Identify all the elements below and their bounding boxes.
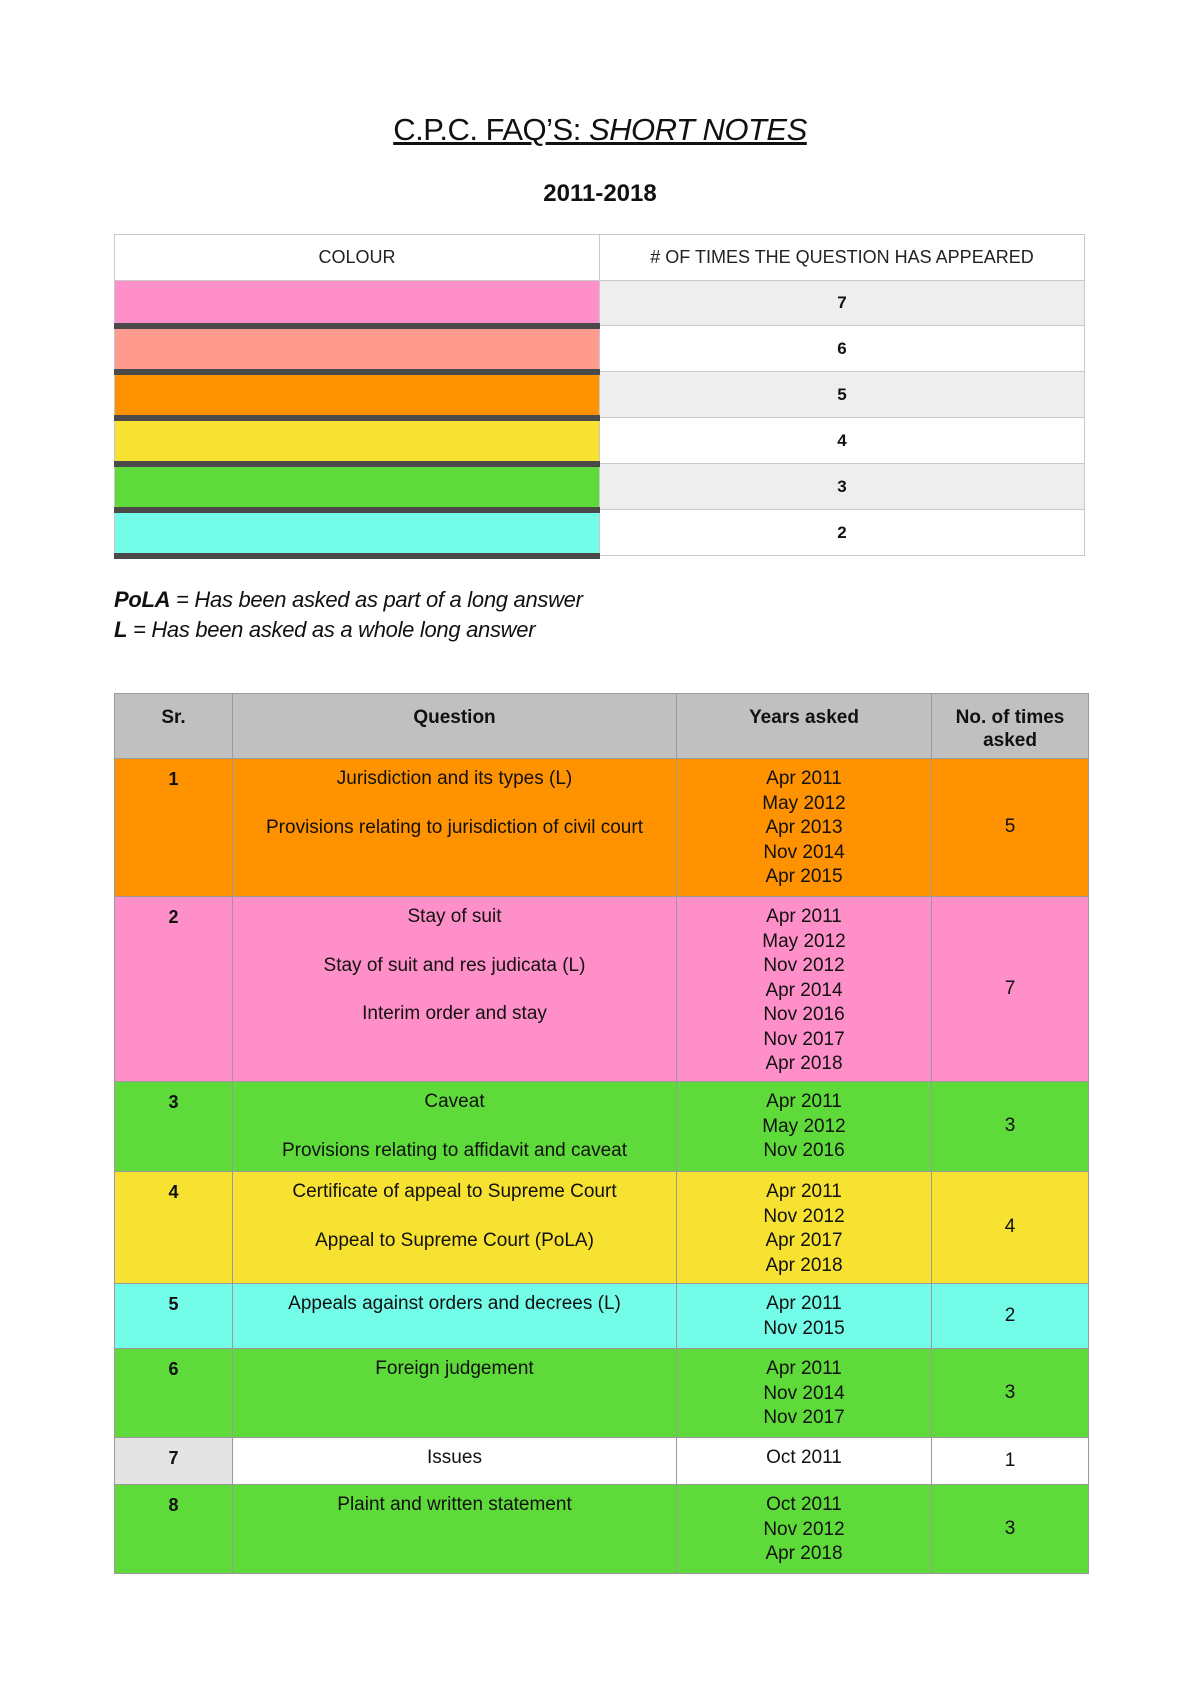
header-question: Question (233, 694, 677, 759)
legend-count: 4 (600, 418, 1085, 464)
legend-count: 7 (600, 281, 1085, 326)
cell-sr: 2 (115, 897, 233, 1082)
table-row (115, 1485, 1089, 1574)
cell-sr: 4 (115, 1172, 233, 1284)
header-sr: Sr. (115, 694, 233, 759)
cell-sr: 8 (115, 1485, 233, 1574)
legend-count: 2 (600, 510, 1085, 556)
cell-years (677, 1485, 932, 1574)
cell-question (233, 1438, 677, 1485)
title-main: C.P.C. FAQ’S: (393, 112, 581, 147)
years-range: 2011-2018 (543, 180, 657, 207)
cell-times: 3 (932, 1485, 1089, 1574)
year-entry: Nov 2012 (763, 1518, 845, 1540)
year-entry: Nov 2012 (763, 1205, 845, 1227)
note-pola: PoLA = Has been asked as part of a long answer (114, 587, 583, 612)
year-entry: Apr 2011 (766, 1091, 842, 1112)
year-entry: Apr 2018 (765, 1053, 843, 1074)
year-entry: May 2012 (762, 930, 846, 952)
cell-years (677, 1284, 932, 1349)
table-row (115, 1284, 1089, 1349)
cell-question (233, 1485, 677, 1574)
cell-years (677, 1438, 932, 1485)
cell-question (233, 897, 677, 1082)
cell-years (677, 1082, 932, 1172)
colour-legend-table (114, 234, 1085, 559)
cell-times: 2 (932, 1284, 1089, 1349)
questions-table (114, 693, 1089, 1574)
year-entry: Nov 2016 (763, 1004, 845, 1025)
legend-row (115, 281, 1085, 326)
colour-swatch (115, 510, 600, 556)
year-entry: Apr 2017 (765, 1230, 843, 1251)
cell-times: 7 (932, 897, 1089, 1082)
legend-count: 5 (600, 372, 1085, 418)
page-title (0, 112, 1200, 148)
year-entry: May 2012 (762, 1115, 846, 1137)
year-entry: Apr 2014 (765, 979, 843, 1001)
cell-years (677, 1349, 932, 1438)
question-text: Stay of suit (407, 906, 502, 927)
legend-row (115, 326, 1085, 372)
cell-question (233, 759, 677, 897)
legend-header-colour: COLOUR (115, 235, 600, 281)
question-text: Certificate of appeal to Supreme Court (292, 1181, 617, 1202)
cell-sr: 6 (115, 1349, 233, 1438)
colour-swatch (115, 418, 600, 464)
year-entry: Apr 2011 (766, 768, 842, 789)
colour-swatch (115, 326, 600, 372)
year-entry: Nov 2014 (763, 1382, 845, 1404)
table-row (115, 1349, 1089, 1438)
table-row (115, 1082, 1089, 1172)
year-entry: Apr 2011 (766, 1358, 842, 1379)
question-text: Provisions relating to jurisdiction of civil court (266, 816, 643, 838)
cell-sr: 3 (115, 1082, 233, 1172)
legend-row (115, 464, 1085, 510)
table-row (115, 1172, 1089, 1284)
year-entry: Apr 2018 (765, 1254, 843, 1276)
legend-header-count: # OF TIMES THE QUESTION HAS APPEARED (600, 235, 1085, 281)
year-entry: Nov 2014 (763, 841, 845, 863)
cell-question (233, 1172, 677, 1284)
table-row (115, 897, 1089, 1082)
cell-times: 4 (932, 1172, 1089, 1284)
legend-count: 3 (600, 464, 1085, 510)
cell-times: 1 (932, 1438, 1089, 1485)
question-text: Caveat (424, 1091, 485, 1112)
year-entry: Apr 2011 (766, 906, 842, 927)
question-text: Issues (427, 1447, 482, 1468)
cell-question (233, 1082, 677, 1172)
colour-swatch (115, 281, 600, 326)
year-entry: Oct 2011 (766, 1494, 842, 1515)
legend-notes (114, 585, 583, 645)
year-entry: Apr 2018 (765, 1543, 843, 1564)
cell-sr: 5 (115, 1284, 233, 1349)
year-entry: Apr 2011 (766, 1181, 842, 1202)
title-sub: SHORT NOTES (588, 112, 807, 147)
cell-sr: 1 (115, 759, 233, 897)
year-entry: Nov 2017 (763, 1028, 845, 1050)
legend-row (115, 510, 1085, 556)
cell-years (677, 759, 932, 897)
cell-question (233, 1284, 677, 1349)
cell-times: 3 (932, 1349, 1089, 1438)
question-text: Plaint and written statement (337, 1494, 572, 1515)
colour-swatch (115, 372, 600, 418)
table-row (115, 759, 1089, 897)
year-entry: Nov 2012 (763, 955, 845, 976)
question-text: Stay of suit and res judicata (L) (323, 954, 586, 976)
legend-row (115, 372, 1085, 418)
table-row (115, 1438, 1089, 1485)
note-l: L = Has been asked as a whole long answer (114, 617, 536, 642)
colour-swatch (115, 464, 600, 510)
question-text: Jurisdiction and its types (L) (336, 768, 573, 789)
question-text: Provisions relating to affidavit and caveat (281, 1139, 627, 1161)
year-entry: Nov 2017 (763, 1407, 845, 1428)
year-entry: Nov 2015 (763, 1317, 845, 1339)
cell-times: 5 (932, 759, 1089, 897)
year-entry: Nov 2016 (763, 1140, 845, 1161)
cell-years (677, 1172, 932, 1284)
header-years: Years asked (677, 694, 932, 759)
question-text: Appeal to Supreme Court (PoLA) (315, 1229, 594, 1251)
cell-times: 3 (932, 1082, 1089, 1172)
year-entry: Apr 2015 (765, 866, 843, 887)
header-times: No. of times asked (932, 694, 1089, 759)
year-entry: Apr 2011 (766, 1293, 842, 1314)
question-text: Foreign judgement (375, 1358, 534, 1379)
legend-row (115, 418, 1085, 464)
year-entry: Oct 2011 (766, 1447, 842, 1468)
question-text: Interim order and stay (362, 1003, 547, 1024)
year-entry: May 2012 (762, 792, 846, 814)
year-entry: Apr 2013 (765, 817, 843, 838)
cell-sr: 7 (115, 1438, 233, 1485)
cell-question (233, 1349, 677, 1438)
question-text: Appeals against orders and decrees (L) (288, 1293, 621, 1314)
cell-years (677, 897, 932, 1082)
legend-count: 6 (600, 326, 1085, 372)
